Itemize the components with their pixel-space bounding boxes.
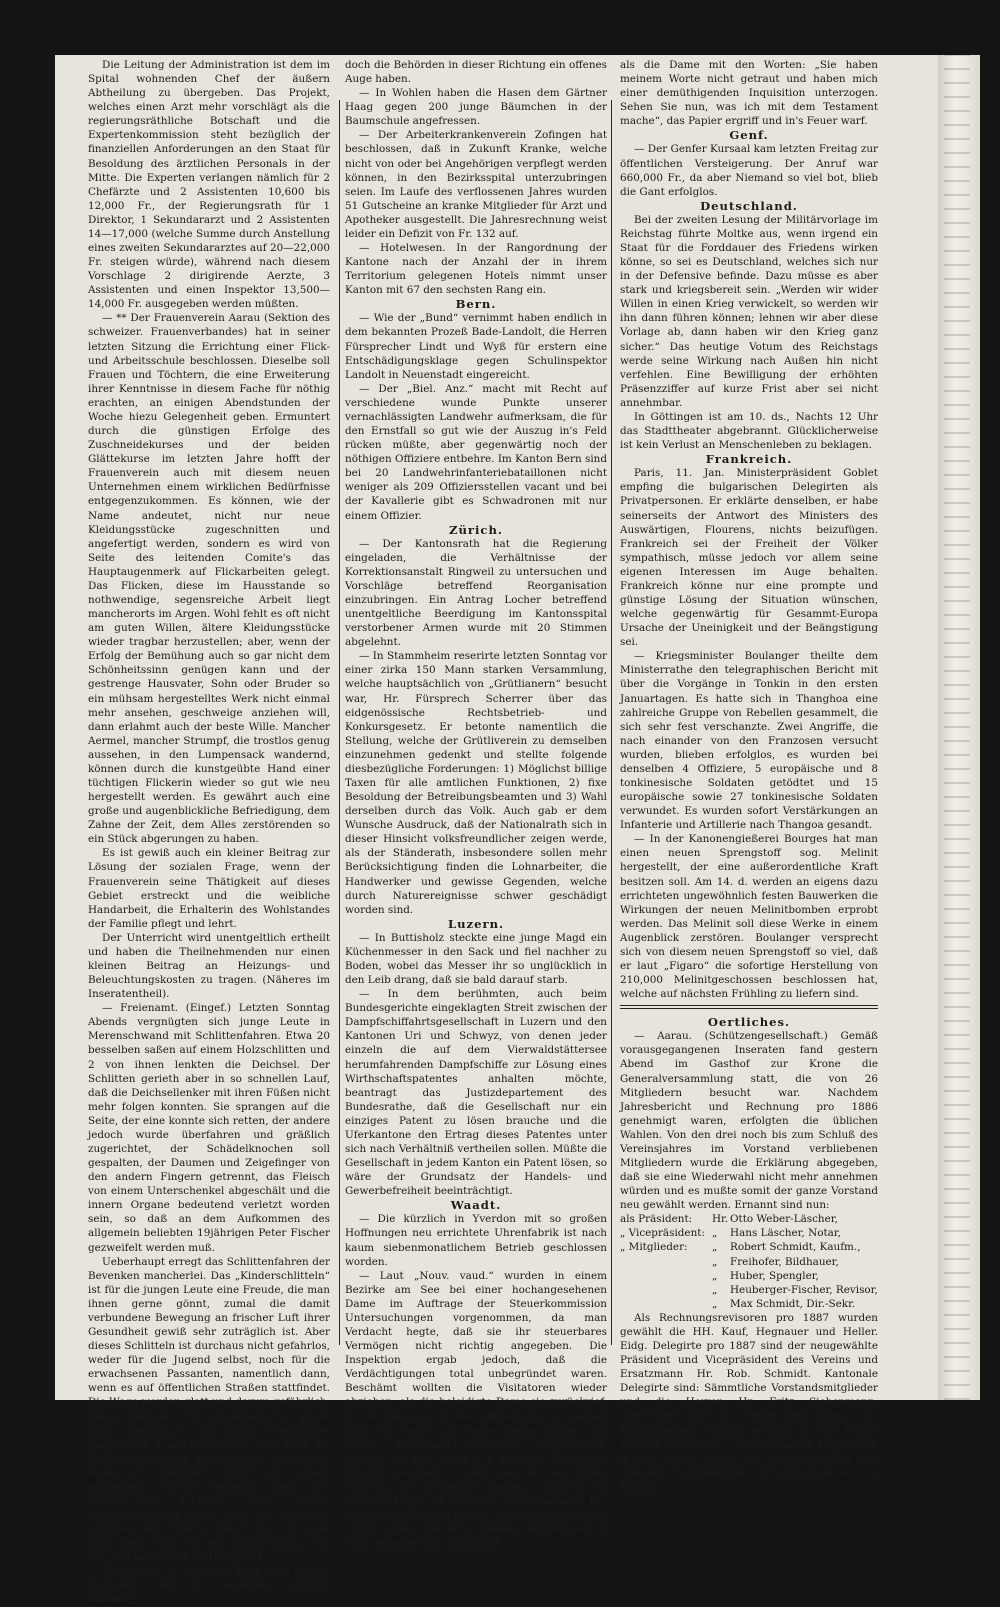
officer-role: [620, 1283, 712, 1297]
officer-role: [620, 1255, 712, 1269]
article-zofingen: — Der Arbeiterkrankenverein Zofingen hat beschlossen, daß in Zukunft Kranke, welche nicht von oder bei Angehörigen verpflegt werden können, in den Bezirksspital unterzubringen seien. Im Laufe des verflossenen Jahres wurden 51 Gutscheine an kranke Mitglieder für Arzt und Apotheker ausgestellt. Die Jahresrechnung weist leider ein Defizit von Fr. 132 auf.: [345, 129, 607, 240]
article-frauenverein: — ** Der Frauenverein Aarau (Sektion des schweizer. Frauenverbandes) hat in seiner letzten Sitzung die Errichtung einer Flick- und Arbeitsschule beschlossen. Dieselbe soll Frauen und Töchtern, die eine Erweiterung ihrer Kenntnisse in diesem Fache für nöthig erachten, an einigen Abendstunden der Woche hiezu Gelegenheit geben. Ermuntert durch die günstigen Erfolge des Zuschneidekurses und der beiden Glättekurse im letzten Jahre hofft der Frauenverein auch mit diesem neuen Unternehmen einem wirklichen Bedürfnisse entgegenzukommen. Es können, wie der Name andeutet, nicht nur neue Kleidungsstücke zugeschnitten und angefertigt werden, sondern es wird von Seite des leitenden Comite's das Hauptaugenmerk auf Flickarbeiten gelegt. Das Flicken, diese im Hausstande so nothwendige, segensreiche Arbeit liegt mancherorts im Argen. Wohl fehlt es oft nicht am guten Willen, ältere Kleidungsstücke wieder tragbar herzustellen; aber, wenn der Erfolg der Bemühung auch so gar nicht dem Schönheitssinn genügen kann und der gestrenge Hausvater, Sohn oder Bruder so ein mühsam hergestelltes Werk nicht einmal mehr ansehen, geschweige anziehen will, dann erlahmt auch der beste Wille. Mancher Aermel, mancher Strumpf, die trostlos genug aussehen, in den Lumpensack wandernd, können durch die kunstgeübte Hand einer tüchtigen Flickerin wieder so gut wie neu hergestellt werden. Es gewährt auch eine große und augenblickliche Befriedigung, dem Zahne der Zeit, dem Alles zerstörenden so ein Stück abgerungen zu haben.: [88, 312, 330, 846]
column-2: [345, 58, 607, 1550]
article-kursaal: — Der Genfer Kursaal kam letzten Freitag zur öffentlichen Versteigerung. Der Anruf war 660,000 Fr., da aber Niemand so viel bot, blieb die Gant erfolglos.: [620, 143, 878, 198]
officer-role: [620, 1297, 712, 1311]
officer-name: Huber, Spengler,: [730, 1269, 819, 1282]
officer-mark: „: [712, 1297, 718, 1310]
section-heading-genf: Genf.: [729, 128, 769, 143]
article-freienamt: — Freienamt. (Eingef.) Letzten Sonntag Abends vergnügten sich junge Leute in Merenschwand mit Schlittenfahren. Etwa 20 besselben saßen auf einem Holzschlitten und 2 von ihnen lenkten die Deichsel. Der Schlitten gerieth aber in so schnellen Lauf, daß die Deichsellenker mit ihren Füßen nicht mehr folgen konnten. Sie sprangen auf die Seite, der eine konnte sich retten, der andere jedoch wurde überfahren und gräßlich zugerichtet, der Schädelknochen soll gespalten, der Daumen und Zeigefinger von den andern Fingern getrennt, das Fleisch von einem Unterschenkel abgeschält und die innern Organe bedeutend verletzt worden sein, so daß an dem Aufkommen des allgemein beliebten 19jährigen Peter Fischer gezweifelt werden muß.: [88, 1002, 330, 1254]
officer-row: [620, 1240, 878, 1254]
officer-mark: „: [712, 1283, 718, 1296]
officer-mark: „: [712, 1227, 718, 1240]
officer-row: [620, 1283, 878, 1297]
section-heading-luzern: Luzern.: [447, 916, 505, 931]
article-hotelwesen: — Hotelwesen. In der Rangordnung der Kantone nach der Anzahl der in ihrem Territorium gelegenen Hotels nimmt unser Kanton mit 67 den sechsten Rang ein.: [345, 242, 607, 297]
column-3: [620, 58, 878, 1494]
article-rechnungsrevisoren: Als Rechnungsrevisoren pro 1887 wurden gewählt die HH. Kauf, Hegnauer und Heller. Eidg. Delegirte pro 1887 sind der neugewählte Präsident und Vicepräsident des Vereins und Ersatzmann Hr. Rob. Schmidt. Kantonale Delegirte sind: Sämmtliche Vorstandsmitglieder und die Herren Hr. Fritz Siebenmann, Bierbrauer und Hr. Heller, Bez.-Richter. Zu Ersatzmännern wurden gewählt die HH. Wirth-Herzog, Zellweger u. Hans Schmidt. Mögen nun in den Verein wieder alte Gemüthlichkeit und Einmuth zurückkehren, wir wünschen es von Herzen.: [620, 1311, 878, 1493]
officer-row: [620, 1212, 878, 1226]
column-rule-1: [339, 100, 340, 1345]
page-spine: [938, 55, 980, 1400]
officer-role: als Präsident:: [620, 1213, 693, 1226]
article-administration: Die Leitung der Administration ist dem im Spital wohnenden Chef der äußern Abtheilung zu übergeben. Das Projekt, welches einen Arzt mehr vorschlägt als die regierungsräthliche Botschaft und die Expertenkommission steht bezüglich der finanziellen Anforderungen an den Staat für Besoldung des ärztlichen Personals in der Mitte. Die Experten verlangen nämlich für 2 Chefärzte und 2 Assistenten 10,600 bis 12,000 Fr., der Regierungsrath für 1 Direktor, 1 Sekundararzt und 2 Assistenten 14—17,000 (welche Summe durch Anstellung eines zweiten Sekundararztes auf 20—22,000 Fr. steigen würde), während nach diesem Vorschlage 2 dirigirende Aerzte, 3 Assistenten und einen Inspektor 13,500—14,000 Fr. ausgegeben werden müßten.: [88, 59, 330, 311]
article-paris: Paris, 11. Jan. Ministerpräsident Goblet empfing die bulgarischen Delegirten als Privatpersonen. Er erklärte denselben, er habe seinerseits der Antwort des Ministers des Auswärtigen, Flourens, nichts beizufügen. Frankreich sei der Freiheit der Völker sympathisch, müsse jedoch vor allem seine eigenen Interessen im Auge behalten. Frankreich könne nur eine prompte und günstige Lösung der Situation wünschen, welche gegenwärtig für Gesammt-Europa Ursache der Uneinigkeit und der Beängstigung sei.: [620, 467, 878, 649]
officer-name: Heuberger-Fischer, Revisor,: [730, 1283, 878, 1296]
article-testament-end: als die Dame mit den Worten: „Sie haben meinem Worte nicht getraut und haben mich einer demüthigenden Inquisition unterzogen. Sehen Sie nun, was ich mit dem Testament mache“, das Papier ergriff und in's Feuer warf.: [620, 59, 878, 128]
article-dampfschiff: — In dem berühmten, auch beim Bundesgerichte eingeklagten Streit zwischen der Dampfschiffahrtsgesellschaft in Luzern und den Kantonen Uri und Schwyz, von denen jeder einzeln die auf dem Vierwaldstättersee herumfahrenden Dampfschiffe zur Lösung eines Wirthschaftspatentes anhalten möchte, beantragt das Justizdepartement des Bundesrathe, daß die Gesellschaft nur ein einziges Patent zu lösen brauche und die Uferkantone den Ertrag dieses Patentes unter sich nach Verhältniß vertheilen sollen. Müßte die Gesellschaft in jedem Kanton ein Patent lösen, so wäre der Grundsatz der Handels- und Gewerbefreiheit beeinträchtigt.: [345, 988, 607, 1198]
article-wohlen: — In Wohlen haben die Hasen dem Gärtner Haag gegen 200 junge Bäumchen in der Baumschule angefressen.: [345, 87, 607, 128]
article-schlittenfahren: Ueberhaupt erregt das Schlittenfahren der Bevenken mancherlei. Das „Kinderschlitteln“ ist für die jungen Leute eine Freude, die man ihnen gerne gönnt, zumal die damit verbundene Bewegung an frischer Luft ihrer Gesundheit gewiß sehr zuträglich ist. Aber dieses Schlitteln ist durchaus nicht gefahrlos, weder für die Jugend selbst, noch für die erwachsenen Passanten, namentlich dann, wenn es auf öffentlichen Straßen stattfindet. Die Wege werden glatt und darum gefährlich, und es kann ja auch vorkommen, daß ältere Leute überfahren und durch Schulkinder unglücklich gemacht werden. Aber auch die Roßschlitten sind gegenwärtig gefährlich, wenn die Zugthiere nicht mit einem warnenden Geröll behängt sind. Bei ordentlichen Schlitten fehlt dieses Warnungszeichen nicht, aber bei gemeinen Schlitten fast überall. Dann fehlt da aber auch noch sehr oft der nothwendige, zur Vorsicht mahnende Warnungsruf.: [88, 1255, 330, 1564]
officer-row: [620, 1255, 878, 1269]
article-landwehr: — Der „Biel. Anz.“ macht mit Recht auf verschiedene wunde Punkte unserer vernachlässigten Landwehr aufmerksam, die für den Ernstfall so gut wie der Auszug in's Feld rücken müßte, aber gegenwärtig noch der nöthigen Offiziere entbehre. Im Kanton Bern sind bei 20 Landwehrinfanteriebataillonen nicht weniger als 209 Offiziersstellen vacant und bei der Kavallerie gibt es Schwadronen mit nur einem Offizier.: [345, 382, 607, 522]
article-yverdon: — Die kürzlich in Yverdon mit so großen Hoffnungen neu errichtete Uhrenfabrik ist nach kaum siebenmonatlichem Betrieb geschlossen worden.: [345, 1213, 607, 1268]
officer-mark: „: [712, 1255, 718, 1268]
section-heading-bern: Bern.: [455, 297, 497, 312]
article-schuetzengesellschaft: — Aarau. (Schützengesellschaft.) Gemäß vorausgegangenen Inseraten fand gestern Abend im Gasthof zur Krone die Generalversammlung statt, die von 26 Mitgliedern besucht war. Nachdem Jahresbericht und Rechnung pro 1886 genehmigt waren, erfolgten die üblichen Wahlen. Von den drei noch bis zum Schluß des Vereinsjahres im Vorstand verbliebenen Mitgliedern wurde die Erklärung abgegeben, daß sie eine Wiederwahl nicht mehr annehmen würden und es mußte somit der ganze Vorstand neu gewählt werden. Ernannt sind nun:: [620, 1030, 878, 1212]
officer-role: „ Mitglieder:: [620, 1241, 688, 1254]
article-unterricht: Der Unterricht wird unentgeltlich ertheilt und haben die Theilnehmenden nur einen kleinen Beitrag an Heizungs- und Beleuchtungskosten zu tragen. (Näheres im Inseratentheil).: [88, 931, 330, 1001]
article-melinit: — In der Kanonengießerei Bourges hat man einen neuen Sprengstoff sog. Melinit hergestellt, der eine außerordentliche Kraft besitzen soll. Am 14. d. werden an eigens dazu errichteten ungewöhnlich festen Bauwerken die Wirkungen der neuen Melinitbomben erprobt werden. Das Melinit soll diese Werke in einem Augenblick zerstören. Boulanger versprecht sich von diesem neuen Sprengstoff so viel, daß er laut „Figaro“ die sofortige Herstellung von 210,000 Melinitgeschossen beschlossen hat, welche auf nächsten Frühling zu liefern sind.: [620, 833, 878, 1001]
officer-row: [620, 1226, 878, 1240]
section-heading-deutschland: Deutschland.: [700, 198, 798, 213]
officer-name: Hans Läscher, Notar,: [730, 1227, 841, 1240]
article-bund: — Wie der „Bund“ vernimmt haben endlich in dem bekannten Prozeß Bade-Landolt, die Herren Fürsprecher Lindt und Wyß für erstern eine Entschädigungsklage gegen Schulinspektor Landolt in Neuenstadt eingereicht.: [345, 312, 607, 381]
officer-row: [620, 1269, 878, 1283]
section-divider: [620, 1005, 878, 1009]
adjacent-page-text: [944, 55, 970, 1400]
officer-name: Otto Weber-Läscher,: [730, 1213, 838, 1226]
officer-mark: Hr.: [712, 1213, 729, 1226]
officer-role: [620, 1269, 712, 1283]
article-goettingen: In Göttingen ist am 10. ds., Nachts 12 Uhr das Stadttheater abgebrannt. Glücklicherweise ist kein Verlust an Menschenleben zu beklagen.: [620, 410, 878, 452]
article-soziale-frage: Es ist gewiß auch ein kleiner Beitrag zur Lösung der sozialen Frage, wenn der Frauenverein seine Thätigkeit auf dieses Gebiet erstreckt und die weibliche Handarbeit, die Erhalterin des Wohlstandes der Familie pflegt und lehrt.: [88, 847, 330, 930]
officer-name: Freihofer, Bildhauer,: [730, 1255, 839, 1268]
officer-row: [620, 1297, 878, 1311]
article-tonkin: — Kriegsminister Boulanger theilte dem Ministerrathe den telegraphischen Bericht mit über die Vorgänge in Tonkin in den ersten Januartagen. Es hatte sich in Thanghoa eine zahlreiche Gruppe von Rebellen gesammelt, die sich sehr fest verschanzte. Zwei Angriffe, die nach einander von den Franzosen versucht wurden, blieben erfolglos, es wurden bei denselben 4 Offiziere, 5 europäische und 8 tonkinesische Soldaten getödtet und 15 europäische sowie 27 tonkinesische Soldaten verwundet. Es wurden sofort Verstärkungen an Infanterie und Artillerie nach Thangoa gesandt.: [620, 650, 878, 832]
article-stammheim: — In Stammheim reserirte letzten Sonntag vor einer zirka 150 Mann starken Versammlung, welche hauptsächlich von „Grütlianern“ besucht war, Hr. Fürsprech Scherrer über das eidgenössische Rechtsbetrieb- und Konkursgesetz. Er betonte namentlich die Stellung, welche der Grütliverein zu demselben einzunehmen gedenkt und stellte folgende diesbezügliche Forderungen: 1) Möglichst billige Taxen für alle amtlichen Funktionen, 2) fixe Besoldung der Betreibungsbeamten und 3) Wahl derselben durch das Volk. Auch gab er dem Wunsche Ausdruck, daß der Nationalrath sich in dieser Hinsicht volksfreundlicher zeigen werde, als der Ständerath, insbesondere sollen mehr Berücksichtigung finden die Lohnarbeiter, die Handwerker und gewisse Gegenden, welche durch Naturereignisse schwer geschädigt worden sind.: [345, 650, 607, 916]
officer-mark: „: [712, 1241, 718, 1254]
section-heading-zurich: Zürich.: [449, 522, 503, 537]
article-behoerden: doch die Behörden in dieser Richtung ein offenes Auge haben.: [345, 59, 607, 86]
officer-role: „ Vicepräsident:: [620, 1227, 705, 1240]
officer-mark: „: [712, 1269, 718, 1282]
column-rule-2: [611, 100, 612, 1345]
section-heading-waadt: Waadt.: [450, 1198, 502, 1213]
officer-name: Robert Schmidt, Kaufm.,: [730, 1241, 861, 1254]
article-polizei: Hier steht ein wichtiges Feld offen für die Gemeinde und die allgemeine Polizei. Möchten: [88, 1565, 330, 1606]
article-militaervorlage: Bei der zweiten Lesung der Militärvorlage im Reichstag führte Moltke aus, wenn irgend ein Staat für die Forddauer des Friedens wirken könne, so sei es Deutschland, welches sich nur in der Defensive befinde. Dazu müsse es aber stark und kriegsbereit sein. „Werden wir wider Willen in einen Krieg verwickelt, so werden wir ihn dann führen können; lehnen wir aber diese Vorlage ab, dann haben wir den Krieg ganz sicher.“ Das heutige Votum des Reichstags werde seine Wirkung nach Außen hin nicht verfehlen. Eine Bewilligung der erhöhten Präsenzziffer auf kurze Frist aber sei nicht annehmbar.: [620, 213, 878, 409]
section-heading-oertliches: Oertliches.: [707, 1015, 791, 1030]
section-heading-frankreich: Frankreich.: [705, 452, 793, 467]
article-kantonsrath: — Der Kantonsrath hat die Regierung eingeladen, die Verhältnisse der Korrektionsanstalt Ringweil zu untersuchen und Vorschläge betreffend Reorganisation einzubringen. Ein Antrag Locher betreffend unentgeltliche Beerdigung im Kantonsspital verstorbener Armen wurde mit 20 Stimmen abgelehnt.: [345, 537, 607, 649]
column-1: [88, 58, 330, 1607]
article-testament: — Laut „Nouv. vaud.“ wurden in einem Bezirke am See bei einer hochangesehenen Dame im Auftrage der Steuerkommission Untersuchungen vorgenommen, da man Verdacht hegte, daß sie ihr steuerbares Vermögen nicht richtig angegeben. Die Inspektion ergab jedoch, daß die Verdächtigungen total unbegründet waren. Beschämt wollten die Visitatoren wieder abziehen, als die beleidigte Dame sie zurückrief, da sie ihnen noch eine Mittheilung zu machen habe. Sie sagte: „Sie haben meine Bücher und meine Privatangelegenheiten durchstöbert, wollen Sie nun auch von meinem Testament Einsicht nehmen“. Damit zog sie aus ihrem Sekretär ihr Testament; dasselbe enthielt ein schönes Legat zu Gunsten der Gemeinde. Die Herren erschöpften sich in Versicherungen ihrer Hochachtung und ihres Dankes, wurden jedoch sehr unangenehm enttäuscht,: [345, 1269, 607, 1550]
article-buttisholz: — In Buttisholz steckte eine junge Magd ein Küchenmesser in den Sack und fiel nachher zu Boden, wobei das Messer ihr so unglücklich in den Leib drang, daß sie bald darauf starb.: [345, 931, 607, 987]
officer-name: Max Schmidt, Dir.-Sekr.: [730, 1297, 856, 1310]
officer-list: [620, 1212, 878, 1311]
